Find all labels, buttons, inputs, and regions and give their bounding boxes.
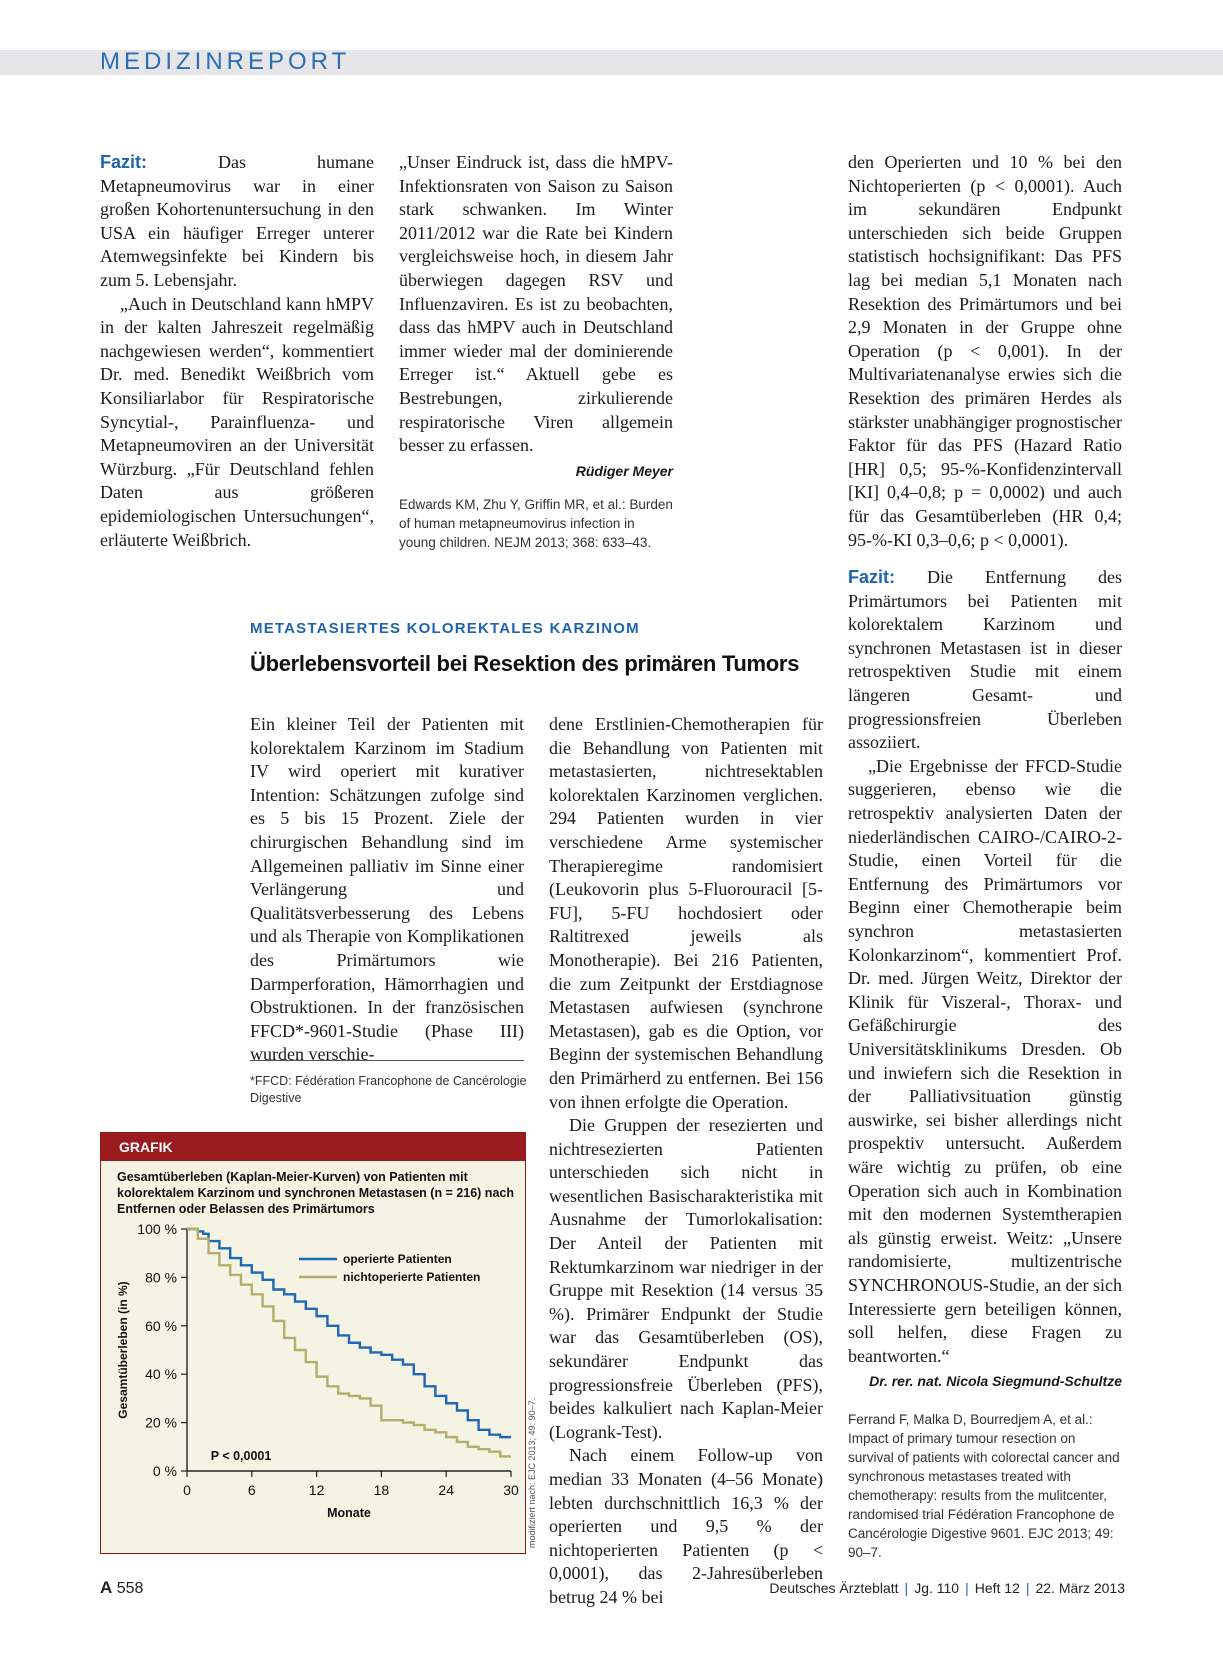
fazit-text: Die Entfernung des Primärtumors bei Patienten mit kolorektalem Karzinom und synchronen Metastasen ist in dieser retrospektiven Studie mit einem längeren Gesamt- und progressionsfreien Überleben assoziiert. xyxy=(848,567,1122,753)
page-number xyxy=(100,1578,143,1598)
article-headline: Überlebensvorteil bei Resektion des primären Tumors xyxy=(250,651,800,676)
x-tick-label: 12 xyxy=(308,1482,325,1498)
footnote: *FFCD: Fédération Francophone de Cancérologie Digestive xyxy=(250,1074,527,1105)
fazit-label: Fazit: xyxy=(848,567,895,588)
body-paragraph: „Auch in Deutschland kann hMPV in der kalten Jahreszeit regelmäßig nachgewiesen werden“, kommentiert Dr. med. Benedikt Weißbrich vom Konsiliarlabor für Respiratorische Syncytial-, Parainfluenza- und Metapneumoviren an der Universität Würzburg. „Für Deutschland fehlen Daten aus größeren epidemiologischen Untersuchungen“, erläuterte Weißbrich. xyxy=(100,293,374,550)
y-tick-label: 100 % xyxy=(137,1221,177,1237)
x-tick-label: 0 xyxy=(183,1482,191,1498)
reference: Ferrand F, Malka D, Bourredjem A, et al.: Impact of primary tumour resection on survival of patients with colorectal cancer and synchronous metastases treated with chemotherapy: results from the mulitcenter, randomised trial Fédération Francophone de Cancérologie Digestive 9601. EJC 2013; 49: 90–7. xyxy=(848,1411,1120,1560)
article1-column-2 xyxy=(399,151,673,552)
author-byline: Dr. rer. nat. Nicola Siegmund-Schultze xyxy=(869,1373,1122,1390)
body-paragraph: den Operierten und 10 % bei den Nichtoperierten (p < 0,0001). Auch im sekundären Endpunkt unterschieden sich beide Gruppen statistisch hochsignifikant: Das PFS lag bei median 5,1 Monaten nach Resektion des Primärtumors und bei 2,9 Monaten in der Gruppe ohne Operation (p < 0,001). In der Multivariatenanalyse erwies sich die Resektion des primären Herdes als stärkster unabhängiger prognostischer Faktor für das PFS (Hazard Ratio [HR] 0,5; 95-%-Konfidenzintervall [KI] 0,4–0,8; p = 0,0002) und auch für das Gesamtüberleben (HR 0,4; 95-%-KI 0,3–0,6; p < 0,0001). xyxy=(848,152,1122,550)
author-byline: Rüdiger Meyer xyxy=(575,462,673,479)
x-tick-label: 6 xyxy=(247,1482,256,1498)
article2-column-b xyxy=(549,713,823,1610)
y-axis-label: Gesamtüberleben (in %) xyxy=(116,1281,130,1419)
graphic-credit: modifiziert nach: EJC 2013; 49: 90–7. xyxy=(527,1397,537,1548)
reference: Edwards KM, Zhu Y, Griffin MR, et al.: Burden of human metapneumovirus infection in young children. NEJM 2013; 368: 633–43. xyxy=(399,497,673,551)
article-kicker: METASTASIERTES KOLOREKTALES KARZINOM xyxy=(250,620,640,637)
body-paragraph: Die Gruppen der resezierten und nichtresezierten Patienten unterschieden sich nicht in wesentlichen Basischarakteristika mit Ausnahme der Tumorlokalisation: Der Anteil der Patienten mit Rektumkarzinom war niedriger in der Gruppe mit Resektion (14 versus 35 %). Primärer Endpunkt der Studie war das Gesamtüberleben (OS), sekundärer Endpunkt das progressionsfreie Überleben (PFS), beides kalkuliert nach Kaplan-Meier (Logrank-Test). xyxy=(549,1115,823,1442)
section-label: MEDIZINREPORT xyxy=(100,48,351,75)
x-tick-label: 24 xyxy=(438,1482,454,1498)
fazit-label: Fazit: xyxy=(100,152,147,172)
legend-entry: nichtoperierte Patienten xyxy=(343,1270,481,1284)
body-paragraph: „Die Ergebnisse der FFCD-Studie suggerieren, ebenso wie die retrospektiv analysierten Daten der niederländischen CAIRO-/CAIRO-2-Studie, einen Vorteil für die Entfernung des Primärtumors vor Beginn einer Chemotherapie beim synchron metastasierten Kolonkarzinom“, kommentiert Prof. Dr. med. Jürgen Weitz, Direktor der Klinik für Viszeral-, Thorax- und Gefäßchirurgie des Universitätsklinikums Dresden. Ob und inwiefern sich die Resektion in der Palliativsituation günstig auswirke, sei bisher allerdings nicht prospektiv untersucht. Außerdem wäre wichtig zu prüfen, ob eine Operation sich auch in Kombination mit den modernen Systemtherapien als günstig erweist. Weitz: „Unsere randomisierte, multizentrische SYNCHRONOUS-Studie, an der sich Interessierte gern beteiligen können, soll helfen, diese Fragen zu beantworten.“ xyxy=(848,755,1122,1366)
body-paragraph: dene Erstlinien-Chemotherapien für die Behandlung von Patienten mit metastasierten, nichtresektablen kolorektalen Karzinomen verglichen. 294 Patienten wurden in vier verschiedene Arme systemischer Therapieregime randomisiert (Leukovorin plus 5-Fluorouracil [5-FU], 5-FU hochdosiert oder Raltitrexed jeweils als Monotherapie). Bei 216 Patienten, die zum Zeitpunkt der Erstdiagnose Metastasen aufwiesen (synchrone Metastasen), gab es die Option, vor Beginn der systemischen Behandlung den Primärherd zu entfernen. Bei 156 von ihnen erfolgte die Operation. xyxy=(549,714,823,1112)
footnote-rule xyxy=(250,1060,524,1061)
graphic-tag: GRAFIK xyxy=(101,1133,525,1161)
p-value-annotation: P < 0,0001 xyxy=(210,1449,272,1464)
page-number-value: 558 xyxy=(116,1580,144,1597)
page-prefix: A xyxy=(100,1578,113,1597)
y-tick-label: 80 % xyxy=(145,1269,177,1286)
x-tick-label: 30 xyxy=(503,1482,519,1498)
x-tick-label: 18 xyxy=(373,1482,390,1498)
y-tick-label: 40 % xyxy=(145,1366,177,1383)
km-chart xyxy=(101,1215,525,1555)
journal-name: Deutsches Ärzteblatt xyxy=(769,1580,899,1596)
article2-column-c xyxy=(848,151,1122,1562)
article1-column-1 xyxy=(100,151,374,552)
fazit-paragraph xyxy=(100,151,374,293)
y-tick-label: 20 % xyxy=(145,1414,177,1431)
journal-issue: Heft 12 xyxy=(974,1580,1020,1596)
y-tick-label: 0 % xyxy=(152,1463,177,1479)
graphic-panel xyxy=(101,1161,525,1553)
journal-info: Deutsches Ärzteblatt | Jg. 110 | Heft 12 | 22. März 2013 xyxy=(769,1580,1125,1596)
body-paragraph: Ein kleiner Teil der Patienten mit kolorektalem Karzinom im Stadium IV wird operiert mit kurativer Intention: Schätzungen zufolge sind es 5 bis 15 Prozent. Ziele der chirurgischen Behandlung sind im Allgemeinen palliativ im Sinne einer Verlängerung und Qualitätsverbesserung des Lebens und als Therapie von Komplikationen des Primärtumors wie Darmperforation, Hämorrhagien und Obstruktionen. In der französischen FFCD*-9601-Studie (Phase III) wurden verschie- xyxy=(250,714,524,1065)
graphic-box xyxy=(100,1132,526,1554)
chart-title: Gesamtüberleben (Kaplan-Meier-Kurven) von Patienten mit kolorektalem Karzinom und synchronen Metastasen (n = 216) nach Entfernen oder Belassen des Primärtumors xyxy=(117,1170,514,1216)
fazit-paragraph xyxy=(848,566,1122,755)
body-paragraph: Nach einem Follow-up von median 33 Monaten (4–56 Monate) lebten durchschnittlich 16,3 % der operierten und 9,5 % der nichtoperierten Patienten (p < 0,0001), das 2-Jahresüberleben betrug 24 % bei xyxy=(549,1445,823,1607)
y-tick-label: 60 % xyxy=(145,1317,177,1334)
fazit-text: Das humane Metapneumovirus war in einer großen Kohortenuntersuchung in den USA ein häufiger Erreger unterer Atemwegsinfekte bei Kindern bis zum 5. Lebensjahr. xyxy=(100,152,374,290)
x-axis-label: Monate xyxy=(327,1506,371,1520)
body-paragraph: „Unser Eindruck ist, dass die hMPV-Infektionsraten von Saison zu Saison stark schwanken. Im Winter 2011/2012 war die Rate bei Kindern vergleichsweise hoch, in diesem Jahr überwiegen dagegen RSV und Influenzaviren. Es ist zu beobachten, dass das hMPV auch in Deutschland immer wieder mal der dominierende Erreger ist.“ Aktuell gebe es Bestrebungen, zirkulierende respiratorische Viren allgemein besser zu erfassen. xyxy=(399,152,673,456)
journal-date: 22. März 2013 xyxy=(1035,1580,1125,1596)
journal-volume: Jg. 110 xyxy=(914,1580,960,1596)
legend-entry: operierte Patienten xyxy=(343,1252,452,1266)
article2-column-a xyxy=(250,713,524,1067)
